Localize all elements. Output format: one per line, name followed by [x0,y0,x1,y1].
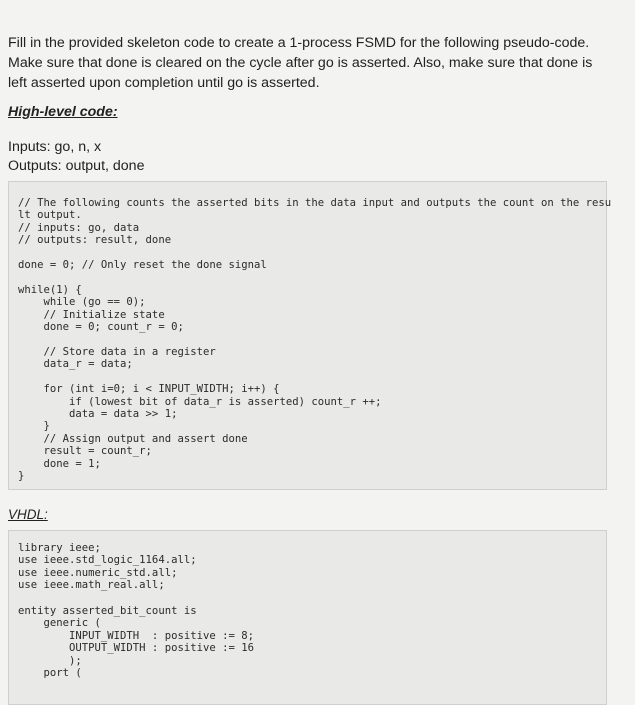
vhdl-code-block [8,530,607,705]
pseudo-code-done-init: done = 0; // Only reset the done signal [18,259,267,271]
pseudo-code-while-block: while(1) { while (go == 0); // Initialize state done = 0; count_r = 0; // Store data in a register data_r = data; for (int i=0; i < INPUT_WIDTH; i++) { if (lowest bit of data_r is asserted) count_r ++; data = data >> 1; } // Assign output and assert done result = count_r; done = 1; } [18,284,382,483]
outputs-line: Outputs: output, done [8,158,145,174]
inputs-line: Inputs: go, n, x [8,139,102,155]
vhdl-libraries: library ieee; use ieee.std_logic_1164.all; use ieee.numeric_std.all; use ieee.math_real.all; [18,542,197,592]
high-level-code-heading: High-level code: [8,104,118,120]
vhdl-heading: VHDL: [8,507,48,522]
pseudo-code-comments: // The following counts the asserted bits in the data input and outputs the count on the resu lt output. // inputs: go, data // outputs: result, done [18,197,612,247]
vhdl-entity: entity asserted_bit_count is generic ( INPUT_WIDTH : positive := 8; OUTPUT_WIDTH : positive := 16 ); port ( [18,605,254,680]
instructions-text: Fill in the provided skeleton code to create a 1-process FSMD for the following pseudo-code. Make sure that done is cleared on the cycle after go is asserted. Also, make sure that done is left asserted upon completion until go is asserted. [8,35,593,91]
pseudo-code-block [8,181,612,490]
